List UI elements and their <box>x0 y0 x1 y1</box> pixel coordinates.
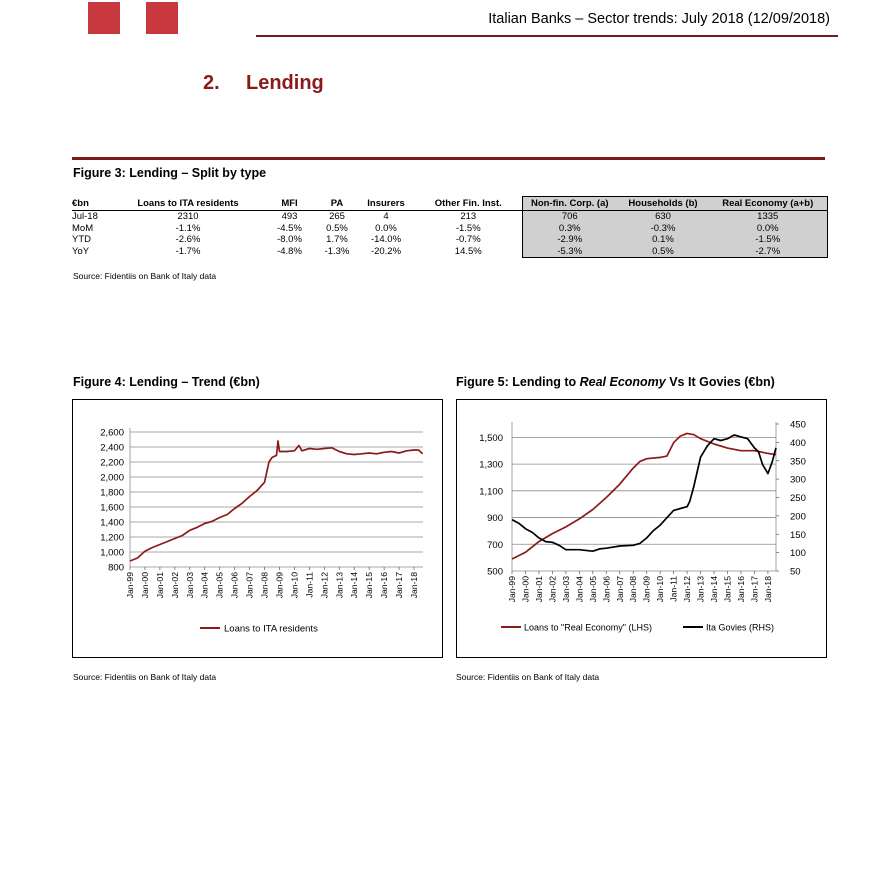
x-tick-label: Jan-10 <box>289 572 300 599</box>
y-tick-label-left: 1,500 <box>479 432 503 444</box>
x-tick-label: Jan-04 <box>574 576 585 603</box>
x-tick-label: Jan-16 <box>735 576 746 603</box>
y-tick-label: 1,000 <box>100 547 124 559</box>
table-header-cell: MFI <box>262 197 317 211</box>
y-tick-label-right: 50 <box>790 566 801 578</box>
table-cell: 1.7% <box>326 234 348 246</box>
table-cell: 0.5% <box>617 246 709 258</box>
table-header-cell: Insurers <box>357 197 415 211</box>
x-tick-label: Jan-12 <box>319 572 330 599</box>
y-tick-label: 1,800 <box>100 487 124 499</box>
real-economy-vs-govies-chart <box>457 400 826 657</box>
table-cell: -20.2% <box>370 246 402 257</box>
y-tick-label: 1,600 <box>100 502 124 514</box>
x-tick-label: Jan-06 <box>229 572 240 599</box>
table-cell: 1335 <box>709 211 827 223</box>
figure5-title-suffix: Vs It Govies (€bn) <box>665 375 775 389</box>
x-tick-label: Jan-05 <box>587 576 598 603</box>
figure4-chart-frame <box>72 399 443 658</box>
section-title <box>203 72 324 95</box>
table-cell: -4.8% <box>277 246 302 257</box>
x-tick-label: Jan-12 <box>682 576 693 603</box>
table-cell: -1.7% <box>175 246 201 257</box>
figure3-rule <box>72 157 825 160</box>
x-tick-label: Jan-07 <box>244 572 255 599</box>
table-cell: -5.3% <box>522 246 617 258</box>
table-row-label: Jul-18 <box>72 211 98 223</box>
table-cell: -1.3% <box>324 246 350 257</box>
table-cell: 0.3% <box>522 223 617 235</box>
figure5-source: Source: Fidentiis on Bank of Italy data <box>456 672 600 682</box>
table-header-cell: Real Economy (a+b) <box>709 197 827 211</box>
table-row <box>72 246 827 258</box>
x-tick-label: Jan-07 <box>614 576 625 603</box>
y-tick-label-left: 500 <box>487 566 503 578</box>
figure5-title-prefix: Figure 5: Lending to <box>456 375 580 389</box>
table-cell: -2.6% <box>175 234 201 246</box>
table-cell: -1.5% <box>709 234 827 246</box>
x-tick-label: Jan-17 <box>749 576 760 603</box>
x-tick-label: Jan-11 <box>668 576 679 602</box>
table-cell: 0.5% <box>326 222 348 234</box>
x-tick-label: Jan-01 <box>533 576 544 603</box>
y-tick-label-left: 1,300 <box>479 459 503 471</box>
table-cell: -0.3% <box>617 223 709 235</box>
table-row-label: MoM <box>72 222 94 234</box>
x-tick-label: Jan-14 <box>709 576 720 603</box>
table-cell: -14.0% <box>370 234 402 246</box>
x-tick-label: Jan-03 <box>560 576 571 603</box>
table-row-label: YoY <box>72 246 90 257</box>
logo-square-left <box>88 2 120 34</box>
x-tick-label: Jan-03 <box>184 572 195 599</box>
y-tick-label-left: 1,100 <box>479 486 503 498</box>
table-header-cell: Non-fin. Corp. (a) <box>522 197 617 211</box>
table-cell: 0.1% <box>617 234 709 246</box>
x-tick-label: Jan-15 <box>722 576 733 603</box>
x-tick-label: Jan-00 <box>520 576 531 603</box>
y-tick-label-right: 250 <box>790 493 806 504</box>
y-tick-label-right: 100 <box>790 548 806 560</box>
table-header-cell: PA <box>317 197 357 211</box>
table-cell: -1.1% <box>175 222 201 234</box>
table-row <box>72 211 827 223</box>
table-cell: -0.7% <box>455 234 481 246</box>
table-cell: 706 <box>522 211 617 223</box>
table-header-cell: Loans to ITA residents <box>114 197 262 211</box>
x-tick-label: Jan-10 <box>655 576 666 603</box>
y-tick-label: 2,000 <box>100 472 124 484</box>
y-tick-label-right: 450 <box>790 419 806 431</box>
table-row <box>72 223 827 235</box>
table-cell: -8.0% <box>277 234 302 246</box>
section-number: 2. <box>203 72 220 94</box>
table-header-cell: Other Fin. Inst. <box>415 197 522 211</box>
table-cell: 14.5% <box>454 246 482 257</box>
x-tick-label: Jan-08 <box>259 572 270 599</box>
x-tick-label: Jan-11 <box>304 572 315 598</box>
table-header-cell: Households (b) <box>617 197 709 211</box>
table-cell: 493 <box>281 211 298 223</box>
table-cell: 4 <box>383 211 389 223</box>
y-tick-label-right: 300 <box>790 474 806 486</box>
y-tick-label-left: 900 <box>487 513 503 525</box>
figure5-title <box>456 375 775 389</box>
logo-square-right <box>146 2 178 34</box>
table-cell: 0.0% <box>375 222 397 234</box>
x-tick-label: Jan-09 <box>641 576 652 603</box>
lending-trend-chart <box>73 400 442 657</box>
y-tick-label-right: 400 <box>790 437 806 449</box>
x-tick-label: Jan-09 <box>274 572 285 599</box>
x-tick-label: Jan-15 <box>364 572 375 599</box>
x-tick-label: Jan-99 <box>507 576 517 603</box>
x-tick-label: Jan-17 <box>394 572 405 599</box>
table-cell: -4.5% <box>277 222 302 234</box>
figure4-title: Figure 4: Lending – Trend (€bn) <box>73 375 260 389</box>
table-cell: 0.0% <box>709 223 827 235</box>
table-cell: 213 <box>460 211 477 223</box>
y-tick-label: 2,200 <box>100 457 124 469</box>
x-tick-label: Jan-04 <box>199 572 210 599</box>
y-tick-label-left: 700 <box>487 539 503 551</box>
x-tick-label: Jan-99 <box>125 572 135 599</box>
x-tick-label: Jan-13 <box>695 576 706 603</box>
section-name: Lending <box>246 72 324 94</box>
x-tick-label: Jan-05 <box>214 572 225 599</box>
x-tick-label: Jan-00 <box>139 572 150 599</box>
x-tick-label: Jan-02 <box>169 572 180 599</box>
x-tick-label: Jan-01 <box>154 572 165 599</box>
figure3-source: Source: Fidentiis on Bank of Italy data <box>73 271 217 281</box>
y-tick-label-right: 350 <box>790 456 806 468</box>
table-cell: -2.7% <box>709 246 827 258</box>
y-tick-label-right: 150 <box>790 529 806 541</box>
x-tick-label: Jan-14 <box>349 572 360 599</box>
x-tick-label: Jan-18 <box>762 576 773 603</box>
x-tick-label: Jan-06 <box>601 576 612 603</box>
x-tick-label: Jan-18 <box>409 572 420 599</box>
y-tick-label: 1,400 <box>100 517 124 529</box>
y-tick-label: 800 <box>108 562 124 574</box>
table-cell: 2310 <box>177 211 199 223</box>
x-tick-label: Jan-08 <box>628 576 639 603</box>
x-tick-label: Jan-02 <box>547 576 558 603</box>
y-tick-label-right: 200 <box>790 511 806 523</box>
header-title: Italian Banks – Sector trends: July 2018 (12/09/2018) <box>488 11 830 27</box>
header-rule <box>256 35 838 37</box>
table-cell: 265 <box>329 211 345 223</box>
lending-split-table <box>72 196 828 258</box>
figure5-chart-frame <box>456 399 827 658</box>
x-tick-label: Jan-13 <box>334 572 345 599</box>
figure3-title: Figure 3: Lending – Split by type <box>73 166 267 180</box>
table-cell: 630 <box>617 211 709 223</box>
table-header-row <box>72 197 827 211</box>
table-row-label: YTD <box>72 234 91 246</box>
table-cell: -2.9% <box>522 234 617 246</box>
y-tick-label: 1,200 <box>100 532 124 544</box>
table-header-cell: €bn <box>72 197 114 211</box>
legend-label: Loans to ITA residents <box>224 623 318 635</box>
table-cell: -1.5% <box>455 222 481 234</box>
x-tick-label: Jan-16 <box>379 572 390 599</box>
series-line-loans <box>130 441 423 561</box>
table-row <box>72 234 827 246</box>
y-tick-label: 2,600 <box>100 427 124 439</box>
figure4-source: Source: Fidentiis on Bank of Italy data <box>73 672 217 682</box>
legend-label: Loans to "Real Economy" (LHS) <box>524 622 652 633</box>
legend-label: Ita Govies (RHS) <box>706 622 775 633</box>
figure5-title-italic: Real Economy <box>579 375 666 389</box>
y-tick-label: 2,400 <box>100 442 124 454</box>
